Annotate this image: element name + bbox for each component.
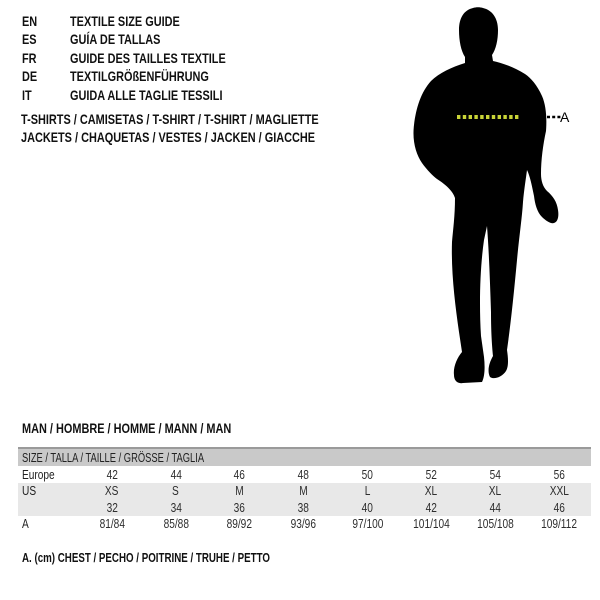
cell-value: 105/108 <box>476 516 514 532</box>
measurement-footnote-text: A. (cm) CHEST / PECHO / POITRINE / TRUHE / PETTO <box>22 550 270 565</box>
cell-value: 36 <box>234 499 246 515</box>
cell-value: 44 <box>170 466 182 482</box>
cell-value: M <box>299 483 308 499</box>
language-code: FR <box>22 49 37 66</box>
section-title-man <box>22 420 290 436</box>
language-label: GUIDE DES TAILLES TEXTILE <box>70 49 226 66</box>
language-code: EN <box>22 13 38 29</box>
language-list <box>22 12 270 104</box>
table-row-us <box>18 483 591 500</box>
cell-value: 81/84 <box>99 516 125 532</box>
table-row-europe <box>18 466 591 483</box>
cell-value: XXL <box>549 483 569 499</box>
cell-value: 42 <box>425 499 437 515</box>
cell-value: 38 <box>297 499 310 515</box>
cell-value: 46 <box>234 466 246 482</box>
row-label: Europe <box>22 466 55 482</box>
cell-value: 40 <box>361 499 374 515</box>
garment-categories <box>21 110 403 147</box>
language-code: DE <box>22 68 38 85</box>
cell-value: 34 <box>170 499 182 515</box>
cell-value: 109/112 <box>541 516 578 532</box>
language-label: TEXTILE SIZE GUIDE <box>70 13 180 29</box>
size-table-header-text: SIZE / TALLA / TAILLE / GRÖSSE / TAGLIA <box>22 450 205 465</box>
cell-value: 32 <box>106 499 118 515</box>
man-silhouette <box>413 7 558 383</box>
size-table <box>18 447 591 532</box>
language-row-de <box>22 67 270 85</box>
cell-value: 52 <box>425 466 437 482</box>
cell-value: XS <box>105 483 119 499</box>
cell-value: 85/88 <box>163 516 189 532</box>
language-label: TEXTILGRÖßENFÜHRUNG <box>70 68 209 85</box>
garment-line-jackets: JACKETS / CHAQUETAS / VESTES / JACKEN / GIACCHE <box>21 129 316 146</box>
cell-value: 44 <box>489 499 501 515</box>
language-row-en <box>22 12 270 30</box>
cell-value: S <box>172 483 180 499</box>
cell-value: M <box>235 483 244 499</box>
garment-line-tshirts: T-SHIRTS / CAMISETAS / T-SHIRT / T-SHIRT / MAGLIETTE <box>21 111 319 127</box>
cell-value: 97/100 <box>351 516 383 532</box>
cell-value: 50 <box>361 466 374 482</box>
language-label: GUÍA DE TALLAS <box>70 31 161 48</box>
measurement-footnote <box>22 550 353 565</box>
language-row-es <box>22 30 270 48</box>
language-row-fr <box>22 49 270 67</box>
man-silhouette-figure <box>395 0 600 400</box>
row-label: US <box>22 483 37 499</box>
size-table-grid <box>18 466 591 532</box>
cell-value: 46 <box>553 499 565 515</box>
cell-value: 101/104 <box>412 516 450 532</box>
cell-value: 54 <box>489 466 501 482</box>
man-silhouette-svg <box>395 0 600 400</box>
table-row-numeric <box>18 499 591 516</box>
language-code: IT <box>22 86 32 103</box>
language-row-it <box>22 86 270 104</box>
cell-value: XL <box>425 483 438 499</box>
size-table-header <box>18 447 591 466</box>
cell-value: 93/96 <box>290 516 317 532</box>
measurement-label-a: A <box>560 109 570 125</box>
cell-value: XL <box>488 483 502 499</box>
cell-value: 48 <box>297 466 310 482</box>
row-label: A <box>22 516 29 532</box>
cell-value: 42 <box>106 466 118 482</box>
cell-value: 56 <box>553 466 565 482</box>
language-label: GUIDA ALLE TAGLIE TESSILI <box>70 86 223 103</box>
section-title-text: MAN / HOMBRE / HOMME / MANN / MAN <box>22 420 232 436</box>
cell-value: L <box>364 483 371 499</box>
table-row-chest-a <box>18 516 591 533</box>
language-code: ES <box>22 31 37 48</box>
cell-value: 89/92 <box>226 516 253 532</box>
